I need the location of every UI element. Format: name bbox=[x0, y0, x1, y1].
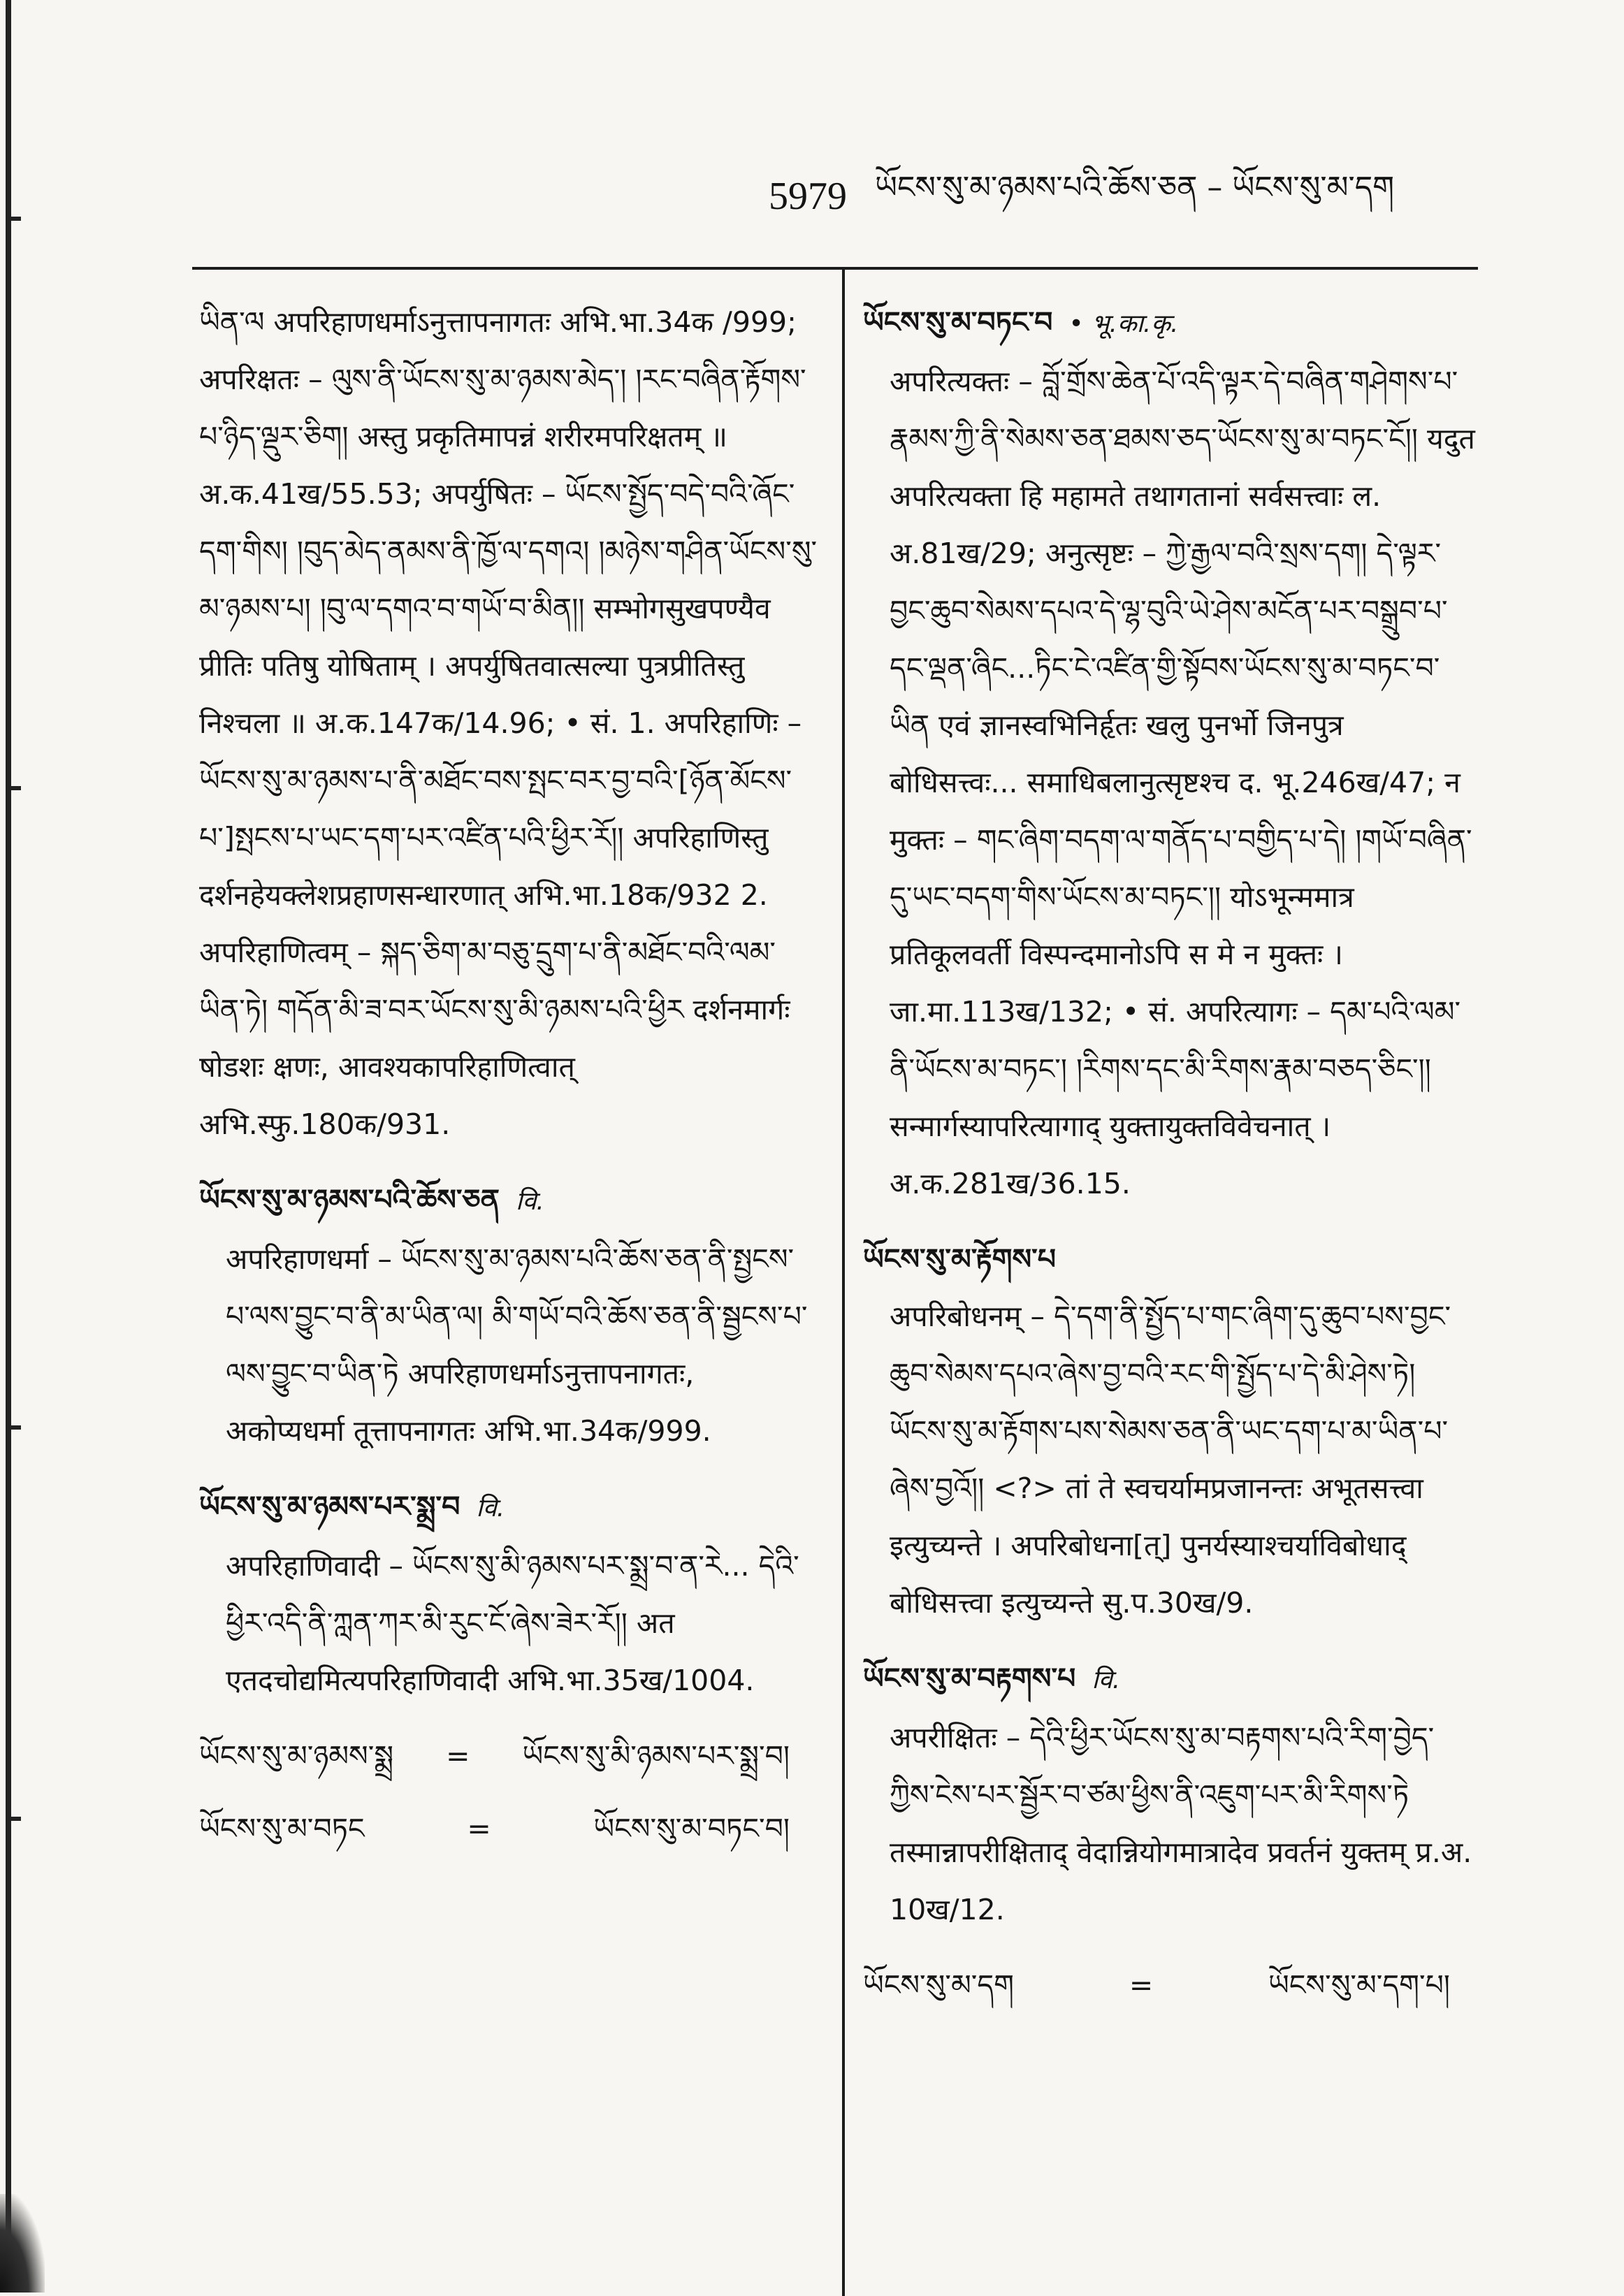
binding-shadow bbox=[0, 2194, 45, 2293]
left-column bbox=[199, 293, 818, 2285]
entry-text: अपरिहाणिवादी – ཡོངས་སུ་མི་ཉམས་པར་སྨྲ་བ་ན་རེ... དེའི་ཕྱིར་འདི་ནི་ཀླན་ཀར་མི་རུང་ངོ་ཞེས་ཟེར་རོ།། अत एतदचोद्यमित्यपरिहाणिवादी अभि.भा.35ख/1004. bbox=[226, 1549, 799, 1697]
page-number: 5979 bbox=[769, 175, 847, 218]
xref-term: ཡོངས་སུ་མ་དག bbox=[863, 1968, 1014, 2002]
entry-headword: ཡོངས་སུ་མ་ཉམས་པའི་ཆོས་ཅན bbox=[199, 1183, 500, 1216]
entry-text: अपरीक्षितः – དེའི་ཕྱིར་ཡོངས་སུ་མ་བརྟགས་པའི་རིག་བྱེད་ཀྱིས་ངེས་པར་སྦྱོར་བ་ཙམ་ཕྱིས་ནི་འཇུག་པར་མི་རིགས་ཏེ तस्मान्नापरीक्षिताद् वेदान्नियोगमात्रादेव प्रवर्तनं युक्तम् प्र.अ. 10ख/12. bbox=[890, 1721, 1472, 1926]
xref-equals: = bbox=[467, 1812, 491, 1845]
cross-reference bbox=[199, 1800, 818, 1857]
running-header bbox=[769, 165, 1495, 228]
binding-edge bbox=[6, 0, 11, 2293]
dictionary-entry bbox=[199, 1171, 818, 1460]
binding-mark bbox=[6, 217, 21, 221]
entry-headword: ཡོངས་སུ་མ་བཏང་བ bbox=[863, 305, 1053, 339]
entry-text: अपरित्यक्तः – བློ་གྲོས་ཆེན་པོ་འདི་ལྟར་དེ་བཞིན་གཤེགས་པ་རྣམས་ཀྱི་ནི་སེམས་ཅན་ཐམས་ཅད་ཡོངས་སུ་མ་བཏང་ངོ།། यदुत अपरित्यक्ता हि महामते तथागतानां सर्वसत्त्वाः ल. अ.81ख/29; अनुत्सृष्टः – ཀྱེ་རྒྱལ་བའི་སྲས་དག། དེ་ལྟར་བྱང་ཆུབ་སེམས་དཔའ་དེ་ལྷ་བུའི་ཡེ་ཤེས་མངོན་པར་བསྒྲུབ་པ་དང་ལྡན་ཞིང...ཏིང་ངེ་འཛིན་གྱི་སྟོབས་ཡོངས་སུ་མ་བཏང་བ་ཡིན एवं ज्ञानस्वभिनिर्हृतः खलु पुनर्भो जिनपुत्र बोधिसत्त्वः... समाधिबलानुत्सृष्टश्च द. भू.246ख/47; न मुक्तः – གང་ཞིག་བདག་ལ་གནོད་པ་བགྱིད་པ་དེ། །གཡོ་བཞིན་དུ་ཡང་བདག་གིས་ཡོངས་མ་བཏང་།། योऽभून्ममात्र प्रतिकूलवर्ती विस्पन्दमानोऽपि स मे न मुक्तः । जा.मा.113ख/132; • सं. अपरित्यागः – དམ་པའི་ལམ་ནི་ཡོངས་མ་བཏང་། །རིགས་དང་མི་རིགས་རྣམ་བཅད་ཅིང་།། सन्मार्गस्यापरित्यागाद् युक्तायुक्तविवेचनात् । अ.क.281ख/36.15. bbox=[890, 365, 1475, 1200]
cross-reference bbox=[863, 1956, 1478, 2014]
entry-grammar-tag: • भू.का.कृ. bbox=[1068, 310, 1179, 338]
binding-mark bbox=[6, 786, 21, 790]
xref-equals: = bbox=[1129, 1968, 1154, 2002]
entry-headword: ཡོངས་སུ་མ་ཉམས་པར་སྨྲ་བ bbox=[199, 1490, 461, 1523]
column-divider bbox=[842, 270, 845, 2296]
binding-mark bbox=[6, 1425, 21, 1430]
cross-reference bbox=[199, 1727, 818, 1785]
dictionary-entry bbox=[199, 1478, 818, 1709]
xref-term: ཡོངས་སུ་མ་བཏང bbox=[199, 1812, 365, 1845]
binding-mark bbox=[6, 1817, 21, 1821]
entry-text: अपरिहाणधर्मा – ཡོངས་སུ་མ་ཉམས་པའི་ཆོས་ཅན་ནི་སྤྱངས་པ་ལས་བྱུང་བ་ནི་མ་ཡིན་ལ། མི་གཡོ་བའི་ཆོས་ཅན་ནི་སྦྱངས་པ་ལས་བྱུང་བ་ཡིན་ཏེ अपरिहाणधर्माऽनुत्तापनागतः, अकोप्यधर्मा तूत्तापनागतः अभि.भा.34क/999. bbox=[226, 1242, 808, 1448]
dictionary-entry bbox=[863, 1650, 1478, 1938]
entry-grammar-tag: वि. bbox=[516, 1187, 544, 1216]
dictionary-entry bbox=[863, 1230, 1478, 1632]
dictionary-entry bbox=[863, 293, 1478, 1212]
entry-grammar-tag: वि. bbox=[476, 1494, 505, 1523]
xref-target: ཡོངས་སུ་མི་ཉམས་པར་སྨྲ་བ། bbox=[522, 1739, 790, 1773]
right-column bbox=[863, 293, 1478, 2285]
xref-equals: = bbox=[446, 1739, 470, 1773]
entry-text: अपरिबोधनम् – དེ་དག་ནི་སྤྱོད་པ་གང་ཞིག་དུ་ཆུབ་པས་བྱང་ཆུབ་སེམས་དཔའ་ཞེས་བྱ་བའི་རང་གི་སྤྱོད་པ་དེ་མི་ཤེས་ཏེ། ཡོངས་སུ་མ་རྟོགས་པས་སེམས་ཅན་ནི་ཡང་དག་པ་མ་ཡིན་པ་ཞེས་བྱའོ།། <?> तां ते स्वचर्यामप्रजानन्तः अभूतसत्त्वा इत्युच्यन्ते । अपरिबोधना[त्] पुनर्यस्याश्चर्याविबोधाद् बोधिसत्त्वा इत्युच्यन्ते सु.प.30ख/9. bbox=[890, 1300, 1451, 1620]
header-title: ཡོངས་སུ་མ་ཉམས་པའི་ཆོས་ཅན – ཡོངས་སུ་མ་དག bbox=[875, 170, 1395, 205]
xref-target: ཡོངས་སུ་མ་བཏང་བ། bbox=[593, 1812, 790, 1845]
entry-headword: ཡོངས་སུ་མ་རྟོགས་པ bbox=[863, 1242, 1057, 1276]
xref-term: ཡོངས་སུ་མ་ཉམས་སྨྲ bbox=[199, 1739, 394, 1773]
entry-text: ཡིན་ལ अपरिहाणधर्माऽनुत्तापनागतः अभि.भा.34क /999; अपरिक्षतः – ལུས་ནི་ཡོངས་སུ་མ་ཉམས་མེད་། །རང་བཞིན་རྟོགས་པ་ཉིད་ལྡུར་ཅིག། अस्तु प्रकृतिमापन्नं शरीरमपरिक्षतम् ॥ अ.क.41ख/55.53; अपर्युषितः – ཡོངས་སྤྱོད་བདེ་བའི་ཞོང་དག་གིས། །བུད་མེད་ནམས་ནི་ཁྱོ་ལ་དགའ། །མཉེས་གཤིན་ཡོངས་སུ་མ་ཉམས་པ། །བུ་ལ་དགའ་བ་གཡོ་བ་མིན།། सम्भोगसुखपण्यैव प्रीतिः पतिषु योषिताम् । अपर्युषितवात्सल्या पुत्रप्रीतिस्तु निश्चला ॥ अ.क.147क/14.96; • सं. 1. अपरिहाणिः – ཡོངས་སུ་མ་ཉམས་པ་ནི་མཐོང་བས་སྤང་བར་བྱ་བའི་[ཉོན་མོངས་པ་]སྤངས་པ་ཡང་དག་པར་འཛིན་པའི་ཕྱིར་རོ།། अपरिहाणिस्तु दर्शनहेयक्लेशप्रहाणसन्धारणात् अभि.भा.18क/932 2. अपरिहाणित्वम् – སྐད་ཅིག་མ་བཅུ་དྲུག་པ་ནི་མཐོང་བའི་ལམ་ཡིན་ཏེ། གདོན་མི་ཟ་བར་ཡོངས་སུ་མི་ཉམས་པའི་ཕྱིར दर्शनमार्गः षोडशः क्षणः, आवश्यकापरिहाणित्वात् अभि.स्फु.180क/931. bbox=[199, 305, 818, 1141]
dictionary-entry bbox=[199, 293, 818, 1153]
entry-headword: ཡོངས་སུ་མ་བརྟགས་པ bbox=[863, 1662, 1076, 1695]
xref-target: ཡོངས་སུ་མ་དག་པ། bbox=[1268, 1968, 1450, 2002]
top-rule bbox=[192, 267, 1478, 270]
entry-grammar-tag: वि. bbox=[1092, 1666, 1121, 1694]
